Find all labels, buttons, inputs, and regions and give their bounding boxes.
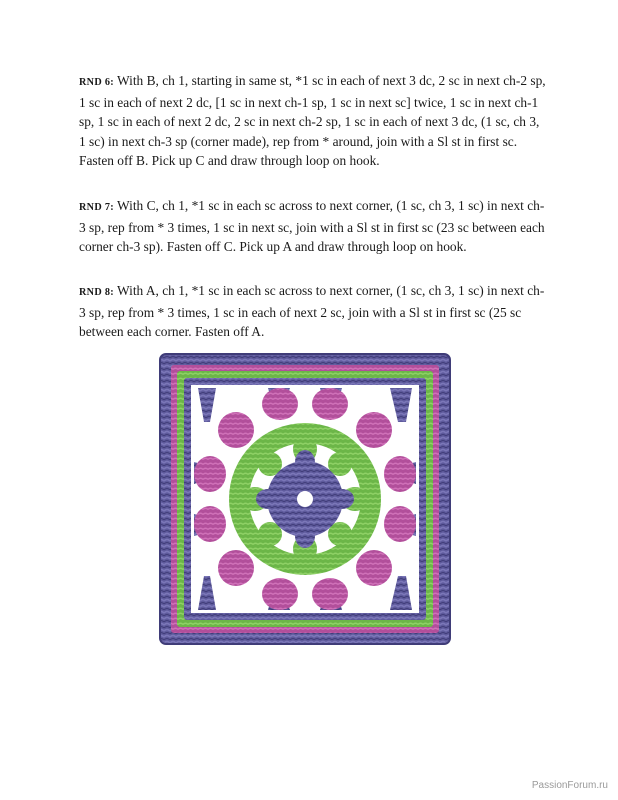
round-8-label: RND 8: xyxy=(79,287,114,298)
round-7-label: RND 7: xyxy=(79,202,114,213)
round-6-text: With B, ch 1, starting in same st, *1 sc in each of next 3 dc, 2 sc in next ch-2 sp, 1 sc in each of next 2 dc, [1 sc in next ch-1 sp, 1 sc in next sc] twice, 1 sc in next ch-1 sp, 1 sc in each of next 2 dc, 2 sc in next ch-2 sp, 1 sc in each of next 3 dc, (1 sc, ch 3, 1 sc) in next ch-3 sp (corner made), rep from * around, join with a Sl st in first sc. Fasten off B. Pick up C and draw through loop on hook. xyxy=(79,73,546,169)
granny-square-photo xyxy=(158,352,452,646)
watermark: PassionForum.ru xyxy=(531,780,608,791)
round-6-label: RND 6: xyxy=(79,77,114,88)
round-8-text: With A, ch 1, *1 sc in each sc across to next corner, (1 sc, ch 3, 1 sc) in next ch-3 sp, rep from * 3 times, 1 sc in each of next 2 sc, join with a Sl st in first sc (25 sc between each corner. Fasten off A. xyxy=(79,283,545,340)
round-6-instructions xyxy=(79,71,549,171)
center-hole xyxy=(297,491,313,507)
granny-square-illustration xyxy=(158,352,452,646)
round-8-instructions xyxy=(79,281,549,342)
round-7-instructions xyxy=(79,196,549,257)
round-7-text: With C, ch 1, *1 sc in each sc across to next corner, (1 sc, ch 3, 1 sc) in next ch-3 sp, rep from * 3 times, 1 sc in next sc, join with a Sl st in first sc (23 sc between each corner ch-3 sp). Fasten off C. Pick up A and draw through loop on hook. xyxy=(79,198,545,255)
